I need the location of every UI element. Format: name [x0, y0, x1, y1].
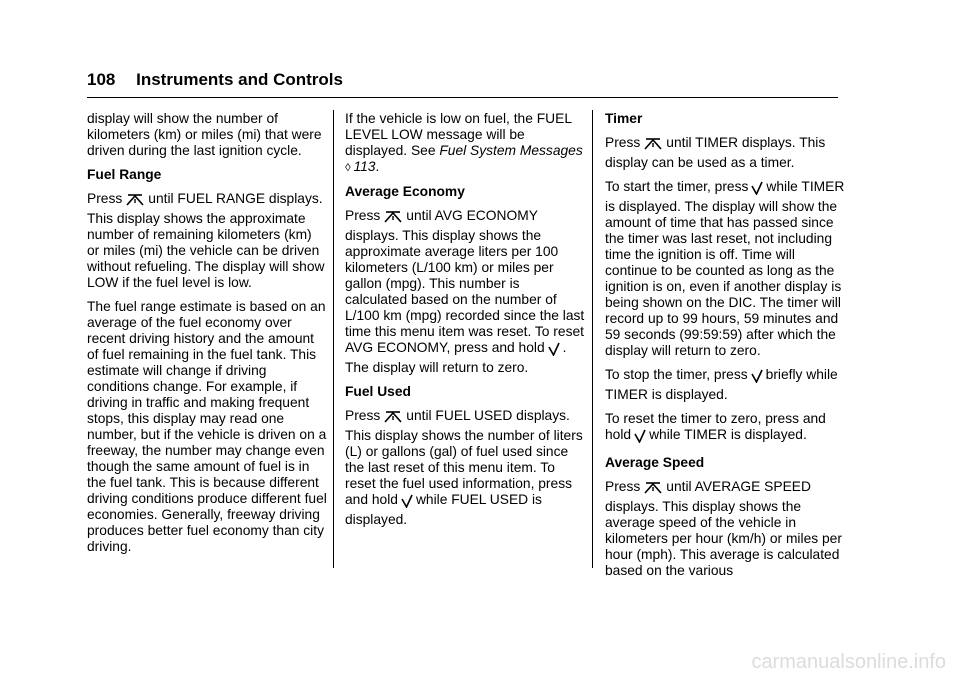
paragraph — [345, 111, 585, 176]
paragraph — [605, 479, 845, 579]
text: To start the timer, press — [605, 179, 749, 194]
page-ref[interactable]: 113 — [353, 159, 376, 174]
paragraph: The fuel range estimate is based on an average of the fuel economy over recent driving history and the amount of fuel remaining in the fuel tank. This estimate will change if driving conditions change. For example, if driving in traffic and making frequent stops, this display may read one number, but if the vehicle is driven on a freeway, the number may change even though the same amount of fuel is in the fuel tank. This is because different driving conditions produce different fuel economies. Generally, freeway driving produces better fuel economy than city driving. — [87, 299, 327, 554]
text: Press — [87, 191, 123, 206]
header-rule — [87, 97, 838, 98]
menu-icon — [643, 481, 663, 499]
column-divider — [592, 110, 593, 568]
text: To reset the timer to zero, press and hold — [605, 411, 826, 442]
text: until FUEL USED displays. This display shows the number of liters (L) or gallons (gal) of fuel used since the last reset of this menu item. To reset the fuel used information, press and hold — [345, 408, 583, 507]
paragraph — [345, 408, 585, 528]
text: Press — [605, 479, 641, 494]
paragraph — [87, 191, 327, 291]
heading-average-speed: Average Speed — [605, 455, 705, 470]
menu-icon — [383, 210, 403, 228]
text: . — [375, 159, 380, 174]
checkmark-icon — [634, 429, 646, 447]
paragraph — [345, 208, 585, 376]
menu-icon — [643, 137, 663, 155]
text: while TIMER is displayed. The display will show the amount of time that has passed since the timer was last reset, not including time the ignition is off. Time will continue to be counted as long as the ignition is on, even if another display is being shown on the DIC. The timer will record up to 99 hours, 59 minutes and 59 seconds (99:59:59) after which the display will return to zero. — [605, 179, 845, 358]
checkmark-icon — [401, 494, 413, 512]
text: while FUEL USED is displayed. — [345, 492, 542, 527]
column-divider — [333, 110, 334, 568]
heading-average-economy: Average Economy — [345, 184, 465, 199]
text: Press — [605, 135, 641, 150]
checkmark-icon — [751, 181, 763, 199]
page-header — [87, 70, 343, 90]
paragraph — [605, 135, 845, 171]
text: Press — [345, 408, 381, 423]
watermark: carmanualsonline.info — [751, 651, 946, 673]
text: until FUEL RANGE displays. This display shows the approximate number of remaining kilometers (km) or miles (mi) the vehicle can be driven without refueling. The display will show LOW if the fuel level is low. — [87, 191, 325, 290]
paragraph: display will show the number of kilometers (km) or miles (mi) that were driven during the last ignition cycle. — [87, 111, 322, 158]
checkmark-icon — [751, 369, 763, 387]
column-2 — [345, 111, 585, 536]
column-3 — [605, 111, 845, 587]
column-1 — [87, 111, 327, 563]
paragraph — [605, 411, 845, 447]
text: If the vehicle is low on fuel, the FUEL LEVEL LOW message will be displayed. See — [345, 111, 572, 158]
text: To stop the timer, press — [605, 367, 748, 382]
heading-timer: Timer — [605, 111, 643, 126]
paragraph — [605, 179, 845, 359]
menu-icon — [125, 193, 145, 211]
heading-fuel-range: Fuel Range — [87, 167, 162, 182]
section-title: Instruments and Controls — [136, 70, 343, 89]
page-number: 108 — [87, 70, 116, 89]
text: while TIMER is displayed. — [649, 427, 807, 442]
text: until TIMER displays. This display can be used as a timer. — [605, 135, 826, 170]
link-fuel-system-messages[interactable]: Fuel System Messages — [439, 143, 583, 158]
text: until AVERAGE SPEED displays. This display shows the average speed of the vehicle in kilometers per hour (km/h) or miles per hour (mph). This average is calculated based on the various — [605, 479, 842, 578]
checkmark-icon — [548, 342, 560, 360]
menu-icon — [383, 410, 403, 428]
text: until AVG ECONOMY displays. This display shows the approximate average liters per 100 kilometers (L/100 km) or miles per gallon (mpg). This number is calculated based on the number of L/100 km (mpg) recorded since the last time this menu item was reset. To reset AVG ECONOMY, press and hold — [345, 208, 585, 355]
page-ref-icon: ◊ — [345, 162, 351, 174]
paragraph — [605, 367, 845, 403]
text: briefly while TIMER is displayed. — [605, 367, 838, 402]
text: Press — [345, 208, 381, 223]
text: . The display will return to zero. — [345, 340, 567, 375]
heading-fuel-used: Fuel Used — [345, 384, 411, 399]
